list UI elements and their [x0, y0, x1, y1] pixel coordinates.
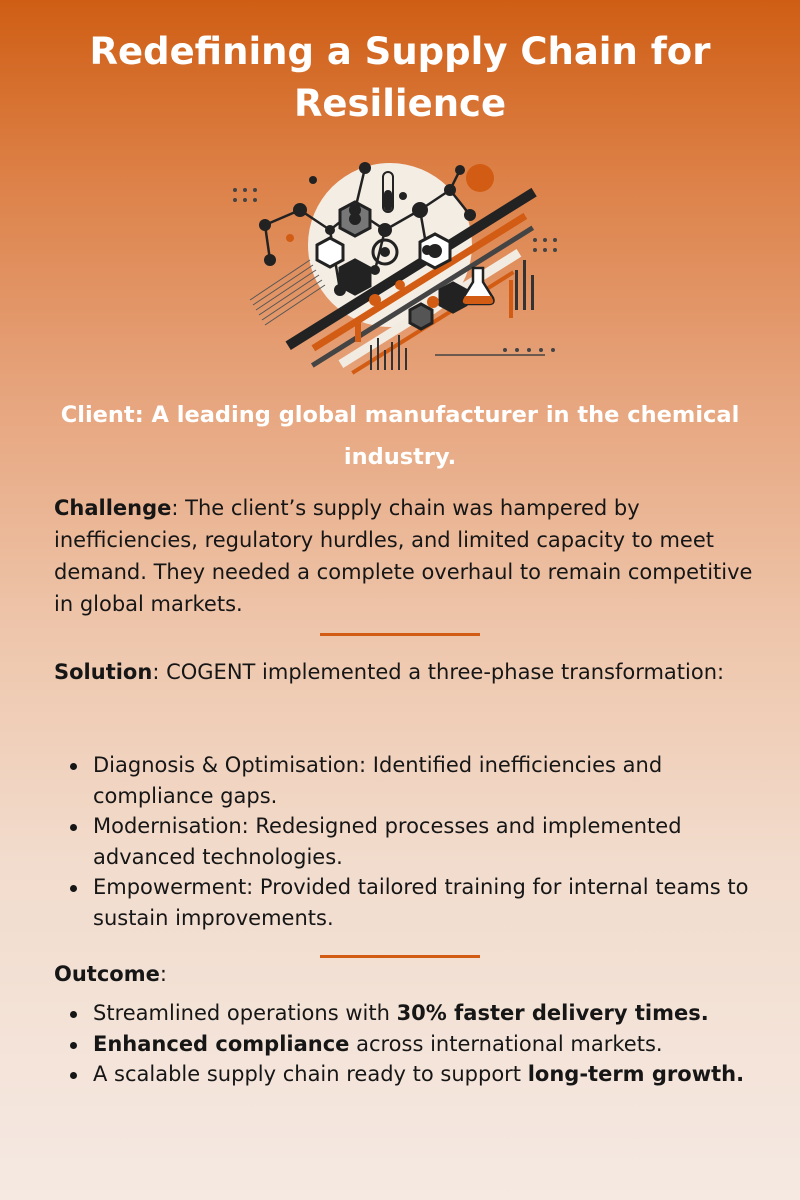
outcome-item-bold: long-term growth. [527, 1062, 745, 1086]
challenge-text: The client’s supply chain was hampered by inefficiencies, regulatory hurdles, and limited capacity to meet demand. They needed a complete overhaul to remain competitive in global markets. [54, 496, 753, 616]
outcome-section [54, 958, 754, 990]
list-item [54, 872, 754, 933]
bullet-icon [70, 763, 77, 770]
challenge-section [54, 492, 754, 620]
outcome-item-post: across international markets. [349, 1031, 663, 1056]
page-title: Redefining a Supply Chain for Resilience [89, 30, 711, 125]
solution-section [54, 656, 754, 688]
list-item [54, 1059, 754, 1090]
solution-colon: : [152, 660, 160, 684]
challenge-label: Challenge [54, 496, 172, 520]
section-divider [320, 633, 480, 636]
outcome-label: Outcome [54, 962, 160, 986]
client-description: Client: A leading global manufacturer in the chemical industry. [60, 402, 740, 470]
solution-label: Solution [54, 660, 153, 684]
list-item [54, 1029, 754, 1060]
outcome-item-bold: 30% faster delivery times. [396, 1001, 709, 1025]
bullet-icon [70, 824, 77, 831]
outcome-item-pre: A scalable supply chain ready to support [93, 1062, 528, 1086]
list-item [54, 811, 754, 872]
solution-item-text: Modernisation: Redesigned processes and implemented advanced technologies. [93, 814, 682, 869]
bullet-icon [70, 1011, 77, 1018]
bullet-icon [70, 885, 77, 892]
list-item [54, 750, 754, 811]
list-item [54, 998, 754, 1029]
bullet-icon [70, 1042, 77, 1049]
solution-item-text: Empowerment: Provided tailored training for internal teams to sustain improvements. [93, 875, 749, 930]
outcome-list [54, 998, 754, 1090]
solution-text: COGENT implemented a three-phase transformation: [159, 660, 725, 684]
chemical-network-illustration [205, 150, 595, 380]
bullet-icon [70, 1072, 77, 1079]
solution-item-text: Diagnosis & Optimisation: Identified inefficiencies and compliance gaps. [93, 753, 663, 808]
solution-list [54, 750, 754, 933]
outcome-item-pre: Streamlined operations with [93, 1001, 397, 1025]
challenge-colon: : [171, 496, 179, 520]
outcome-colon: : [159, 962, 167, 986]
outcome-item-bold: Enhanced compliance [93, 1031, 350, 1056]
